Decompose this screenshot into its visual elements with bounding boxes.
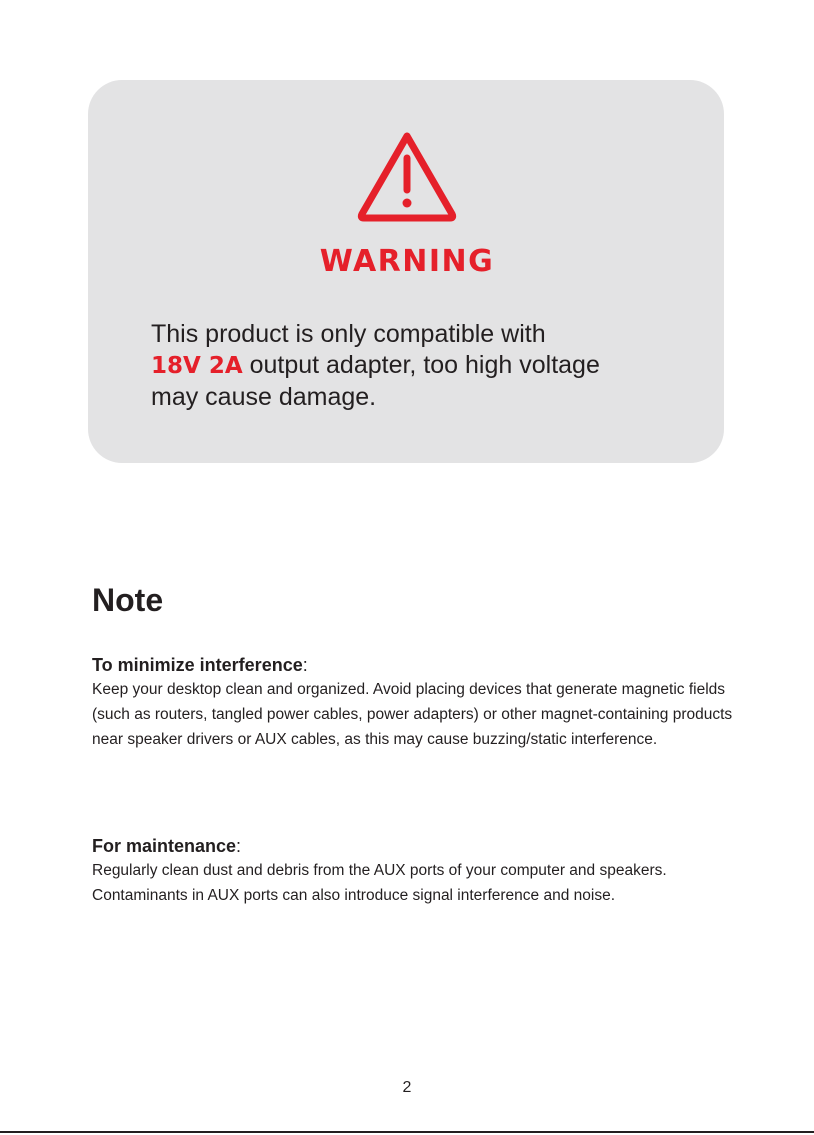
page-number: 2	[402, 1079, 412, 1096]
warning-title: WARNING	[319, 244, 495, 279]
bottom-divider	[0, 1131, 814, 1133]
voltage-highlight: 18V 2A	[151, 353, 243, 379]
warning-line-2-rest: output adapter, too high voltage	[242, 351, 600, 379]
warning-triangle-icon	[356, 130, 458, 224]
section-heading	[92, 653, 752, 677]
note-section-maintenance	[92, 834, 752, 908]
note-section-interference	[92, 653, 752, 752]
note-title: Note	[92, 582, 164, 618]
warning-line-2	[151, 350, 711, 382]
warning-line-3: may cause damage.	[151, 383, 377, 411]
warning-message	[151, 319, 711, 413]
section-body: Regularly clean dust and debris from the AUX ports of your computer and speakers. Contaminants in AUX ports can also introduce signal interference and noise.	[92, 862, 667, 904]
section-heading-colon: :	[302, 655, 308, 675]
section-heading	[92, 834, 752, 858]
section-body: Keep your desktop clean and organized. Avoid placing devices that generate magnetic fields (such as routers, tangled power cables, power adapters) or other magnet-containing products near speaker drivers or AUX cables, as this may cause buzzing/static interference.	[92, 681, 733, 748]
warning-line-1: This product is only compatible with	[151, 320, 546, 348]
section-heading-text: To minimize interference	[92, 655, 303, 675]
section-heading-colon: :	[236, 836, 242, 856]
section-heading-text: For maintenance	[92, 836, 237, 856]
